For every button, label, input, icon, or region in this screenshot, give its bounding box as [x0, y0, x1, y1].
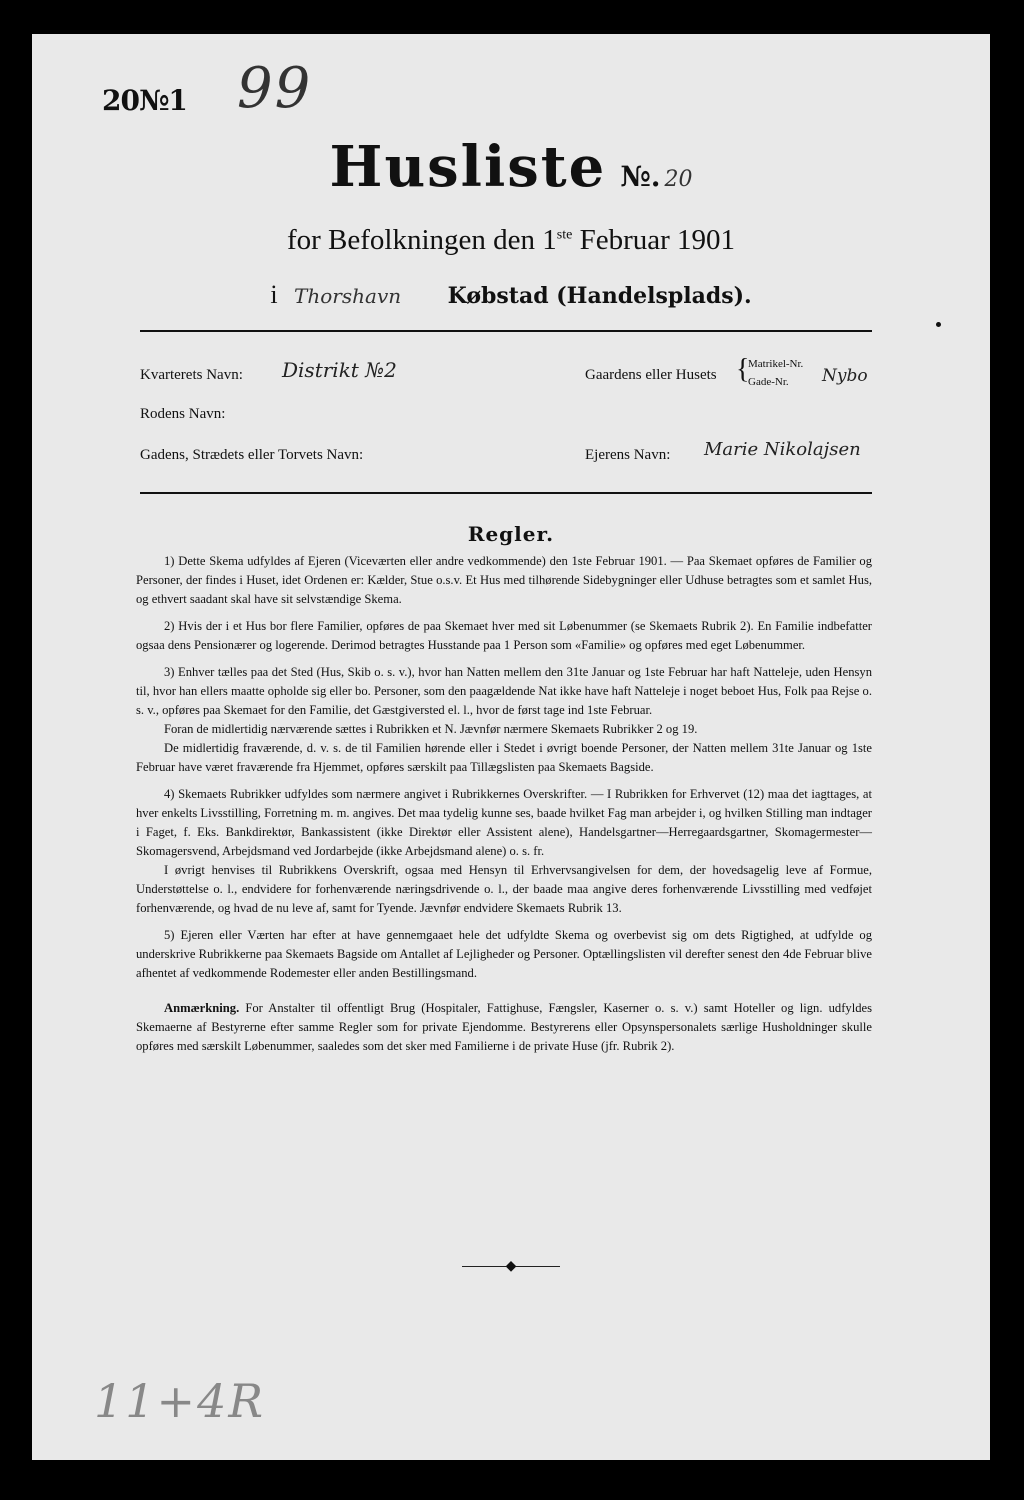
note-text: For Anstalter til offentligt Brug (Hospitaler, Fattighuse, Fængsler, Kaserner o. s. v.) samt Hoteller og lign. udfyldes Skemaerne af Bestyrerne efter samme Regler som for private Ejendomme. Bestyrerens eller Opsynspersonalets særlige Husholdninger skulle opføres med særskilt Løbenummer, saaledes som det sker med Familierne i de private Huse (jfr. Rubrik 2). — [136, 1001, 872, 1053]
gade-nr-value: Nybo — [822, 366, 868, 386]
place-line — [32, 280, 990, 310]
form-number-label: №. — [620, 160, 661, 193]
rule-5: 5) Ejeren eller Værten har efter at have gennemgaaet hele det udfyldte Skema og overbevist sig om dets Rigtighed, at udfylde og underskrive Rubrikkerne paa Skemaets Bagside om Antallet af Lejligheder og Personer. Optællingslisten vil derefter senest den 4de Februar blive afhentet af vedkommende Rodemester eller anden Bestillingsmand. — [136, 928, 872, 980]
gade-label: Gadens, Strædets eller Torvets Navn: — [140, 447, 364, 463]
kvarter-label: Kvarterets Navn: — [140, 367, 243, 383]
rule-note — [136, 999, 872, 1056]
rule-2: 2) Hvis der i et Hus bor flere Familier, opføres de paa Skemaet hver med sit Løbenummer (se Skemaets Rubrik 2). En Familie indbefatter ogsaa dens Pensionærer og logerende. Derimod betragtes Husstande paa 1 Person som «Familie» og opføres med eget Løbenummer. — [136, 619, 872, 652]
archive-stamp: 20№1 — [102, 84, 187, 117]
rule-4b: I øvrigt henvises til Rubrikkens Overskrift, ogsaa med Hensyn til Erhvervsangivelsen for dem, der hovedsagelig leve af Formue, Understøttelse o. l., endvidere for forhenværende næringsdrivende o. l., der baade maa angive deres forhenværende Livsstilling med vedføjet forhenværende, og hvad de nu leve af, samt for Tyende. Jævnfør endvidere Skemaets Rubrik 13. — [136, 863, 872, 915]
matrikel-label: Matrikel-Nr. — [748, 358, 804, 370]
rules-heading: Regler. — [467, 522, 555, 546]
ejer-value: Marie Nikolajsen — [704, 439, 861, 460]
rule-4: 4) Skemaets Rubrikker udfyldes som nærmere angivet i Rubrikkernes Overskrifter. — I Rubrikken for Erhvervet (12) maa det iagttages, at hver enkelts Livsstilling, Forretning m. m. angives. Det maa tydelig kunne ses, baade hvilket Fag man arbejder i, og hvilken Stilling man indtager i Faget, f. Eks. Bankdirektør, Bankassistent (ikke Direktør eller Assistent alene), Handelsgartner—Herregaardsgartner, Skomagermester—Skomagersvend, Arbejdsmand ved Jordarbejde (ikke Arbejdsmand alene) o. s. fr. — [136, 787, 872, 858]
form-title-main: Husliste — [329, 134, 607, 200]
rules-body — [136, 552, 872, 1064]
top-divider — [140, 330, 872, 332]
gade-nr-label: Gade-Nr. — [748, 376, 789, 388]
place-prefix: i — [270, 280, 278, 309]
form-subtitle — [32, 224, 990, 257]
note-label: Anmærkning. — [164, 1001, 240, 1015]
brace-symbol: { — [736, 354, 750, 385]
handwritten-number: 99 — [237, 56, 313, 121]
town-type: Købstad (Handelsplads). — [447, 283, 752, 309]
form-title — [32, 134, 990, 200]
subtitle-suffix: Februar 1901 — [572, 224, 736, 256]
town-handwritten: Thorshavn — [294, 284, 402, 308]
rule-3c: De midlertidig fraværende, d. v. s. de til Familien hørende eller i Stedet i øvrigt boende Personer, der Natten mellem 31te Januar og 1ste Februar have været fraværende fra Hjemmet, opføres særskilt paa Tillægslisten paa Skemaets Bagside. — [136, 741, 872, 774]
ink-dot — [936, 322, 941, 327]
form-number-value: 20 — [664, 167, 693, 192]
gaard-label: Gaardens eller Husets — [585, 367, 717, 383]
census-form-page — [32, 34, 990, 1460]
rule-1: 1) Dette Skema udfyldes af Ejeren (Viceværten eller andre vedkommende) den 1ste Februar 1901. — Paa Skemaet opføres de Familier og Personer, der findes i Huset, idet Ordenen er: Kælder, Stue o.s.v. Et Hus med tilhørende Sidebygninger eller Udhuse betragtes som et samlet Hus, og ethvert saadant skal have sit selvstændige Skema. — [136, 554, 872, 606]
subtitle-prefix: for Befolkningen den 1 — [286, 224, 557, 256]
kvarter-value: Distrikt №2 — [282, 358, 397, 382]
bottom-handwritten-note: 11+4R — [94, 1374, 265, 1428]
rule-3: 3) Enhver tælles paa det Sted (Hus, Skib o. s. v.), hvor han Natten mellem den 31te Januar og 1ste Februar har haft Natteleje, uden Hensyn til, hvor han ellers maatte opholde sig eller bo. Personer, som den paagældende Nat ikke have haft Natteleje i noget beboet Hus, Folk paa Rejse o. s. v., opføres paa Skemaet for den Familie, det Gæstgiversted el. l., hvor de først tage ind 1ste Februar. — [136, 665, 872, 717]
subtitle-sup: ste — [556, 227, 573, 243]
rule-3b: Foran de midlertidig nærværende sættes i Rubrikken et N. Jævnfør nærmere Skemaets Rubrikker 2 og 19. — [164, 722, 698, 736]
fields-divider — [140, 492, 872, 494]
end-ornament: ◆ — [32, 1258, 990, 1274]
ejer-label: Ejerens Navn: — [585, 447, 671, 463]
roden-label: Rodens Navn: — [140, 406, 226, 422]
